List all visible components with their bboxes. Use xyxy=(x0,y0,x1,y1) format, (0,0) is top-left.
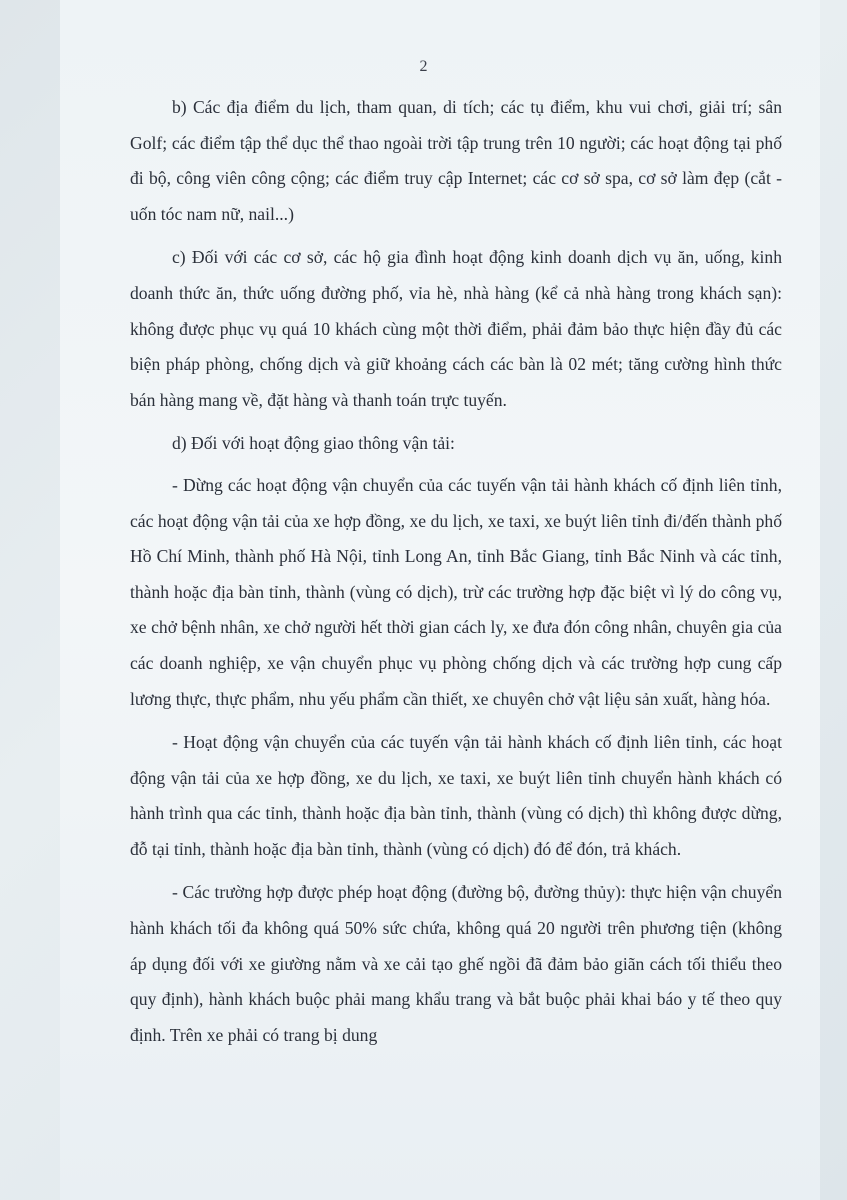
paragraph-d-stop-transport: - Dừng các hoạt động vận chuyển của các tuyến vận tải hành khách cố định liên tỉnh, các hoạt động vận tải của xe hợp đồng, xe du lịch, xe taxi, xe buýt liên tỉnh đi/đến thành phố Hồ Chí Minh, thành phố Hà Nội, tỉnh Long An, tỉnh Bắc Giang, tỉnh Bắc Ninh và các tỉnh, thành hoặc địa bàn tỉnh, thành (vùng có dịch), trừ các trường hợp đặc biệt vì lý do công vụ, xe chở bệnh nhân, xe chở người hết thời gian cách ly, xe đưa đón công nhân, chuyên gia của các doanh nghiệp, xe vận chuyển phục vụ phòng chống dịch và các trường hợp cung cấp lương thực, thực phẩm, nhu yếu phẩm cần thiết, xe chuyên chở vật liệu sản xuất, hàng hóa. xyxy=(130,474,782,709)
paragraph-d-permitted-operations: - Các trường hợp được phép hoạt động (đường bộ, đường thủy): thực hiện vận chuyển hành khách tối đa không quá 50% sức chứa, không quá 20 người trên phương tiện (không áp dụng đối với xe giường nằm và xe cải tạo ghế ngồi đã đảm bảo giãn cách tối thiểu theo quy định), hành khách buộc phải mang khẩu trang và bắt buộc phải khai báo y tế theo quy định. Trên xe phải có trang bị dung xyxy=(130,882,782,1045)
paragraph-d-transit-passing: - Hoạt động vận chuyển của các tuyến vận tải hành khách cố định liên tỉnh, các hoạt động vận tải của xe hợp đồng, xe du lịch, xe taxi, xe buýt liên tỉnh chuyển hành khách có hành trình qua các tỉnh, thành hoặc địa bàn tỉnh, thành (vùng có dịch) thì không được dừng, đỗ tại tỉnh, thành hoặc địa bàn tỉnh, thành (vùng có dịch) đó để đón, trả khách. xyxy=(130,732,782,859)
paragraph-b-places: b) Các địa điểm du lịch, tham quan, di tích; các tụ điểm, khu vui chơi, giải trí; sân Golf; các điểm tập thể dục thể thao ngoài trời tập trung trên 10 người; các hoạt động tại phố đi bộ, công viên công cộng; các điểm truy cập Internet; các cơ sở spa, cơ sở làm đẹp (cắt - uốn tóc nam nữ, nail...) xyxy=(130,97,782,224)
page-number: 2 xyxy=(419,58,428,75)
document-body xyxy=(130,90,782,1061)
paragraph-d-transport-heading: d) Đối với hoạt động giao thông vận tải: xyxy=(172,433,455,454)
paragraph-c-food-services: c) Đối với các cơ sở, các hộ gia đình hoạt động kinh doanh dịch vụ ăn, uống, kinh doanh thức ăn, thức uống đường phố, vỉa hè, nhà hàng (kể cả nhà hàng trong khách sạn): không được phục vụ quá 10 khách cùng một thời điểm, phải đảm bảo thực hiện đầy đủ các biện pháp phòng, chống dịch và giữ khoảng cách các bàn là 02 mét; tăng cường hình thức bán hàng mang về, đặt hàng và thanh toán trực tuyến. xyxy=(130,247,782,410)
